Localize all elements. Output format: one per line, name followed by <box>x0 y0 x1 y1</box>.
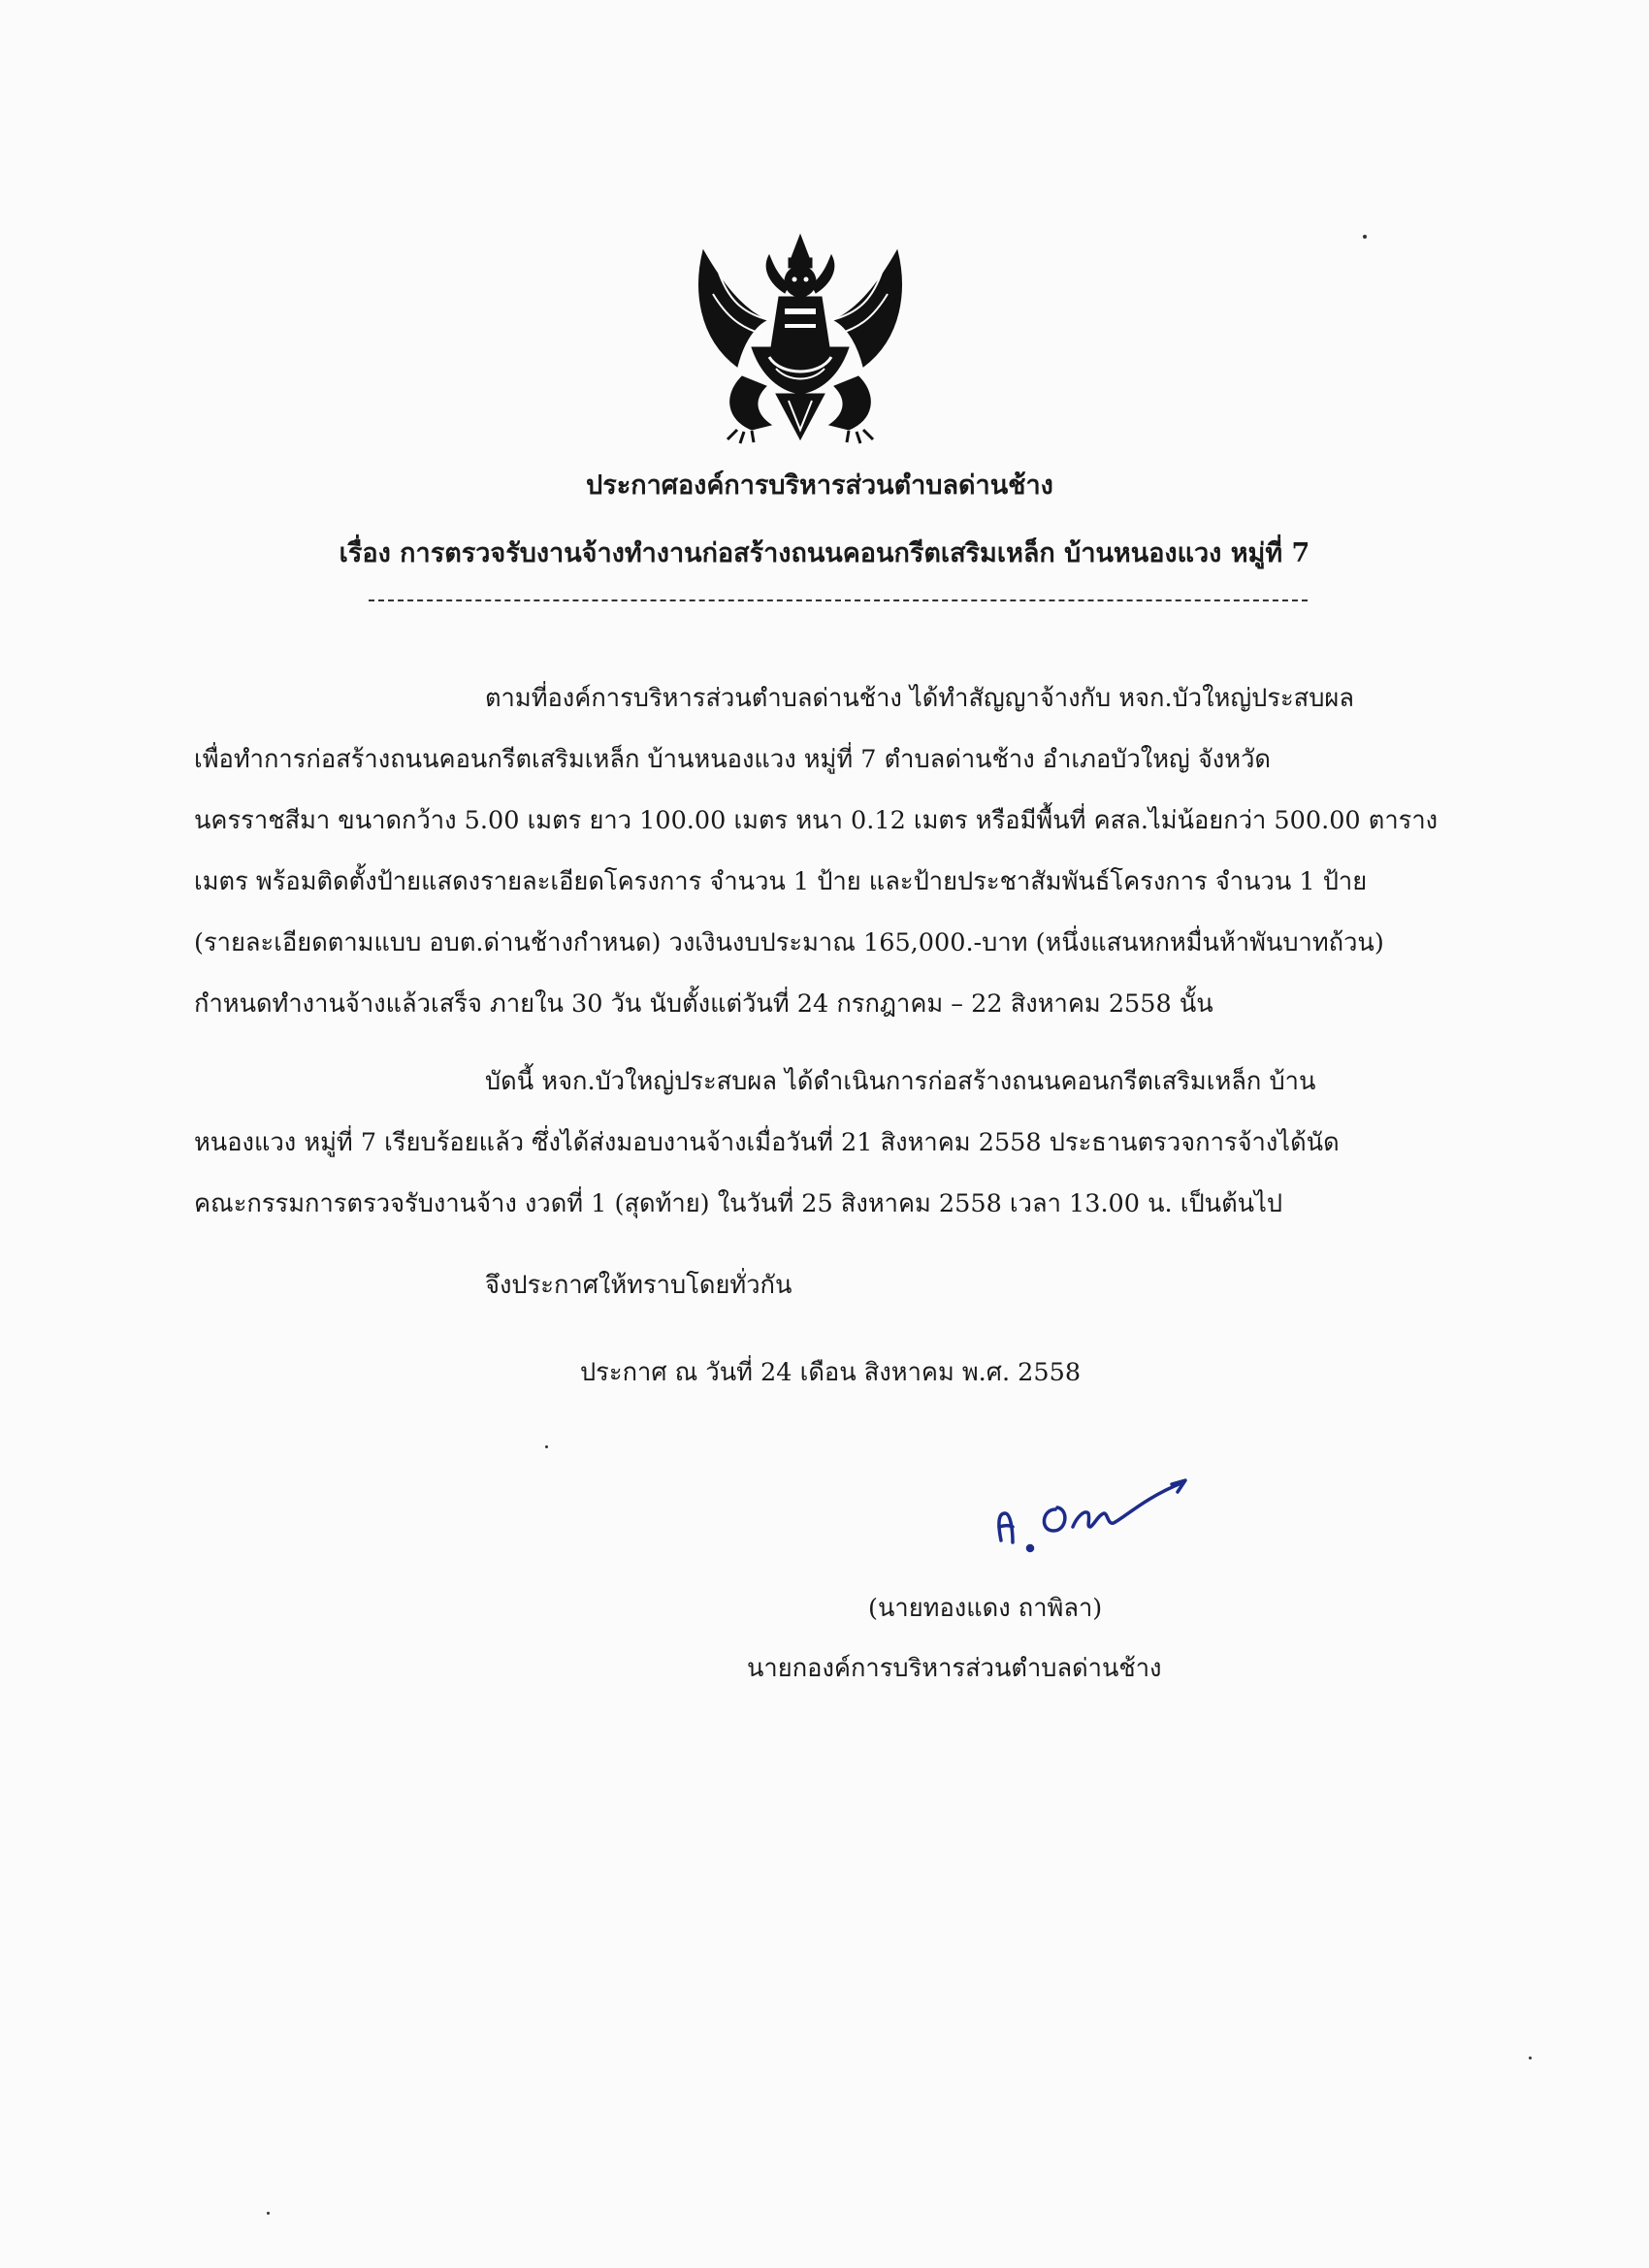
paragraph2-line: บัดนี้ หจก.บัวใหญ่ประสบผล ได้ดำเนินการก่อสร้างถนนคอนกรีตเสริมเหล็ก บ้าน <box>485 1067 1316 1096</box>
paragraph1-line: นครราชสีมา ขนาดกว้าง 5.00 เมตร ยาว 100.00 เมตร หนา 0.12 เมตร หรือมีพื้นที่ คสล.ไม่น้อยกว่า 500.00 ตาราง <box>194 806 1439 835</box>
paragraph1-line: เพื่อทำการก่อสร้างถนนคอนกรีตเสริมเหล็ก บ้านหนองแวง หมู่ที่ 7 ตำบลด่านช้าง อำเภอบัวใหญ่ จังหวัด <box>194 745 1271 774</box>
paragraph1-line: เมตร พร้อมติดตั้งป้ายแสดงรายละเอียดโครงการ จำนวน 1 ป้าย และป้ายประชาสัมพันธ์โครงการ จำนวน 1 ป้าย <box>194 867 1368 896</box>
signature-icon <box>980 1424 1212 1560</box>
page-title: ประกาศองค์การบริหารส่วนตำบลด่านช้าง <box>586 470 1053 501</box>
garuda-emblem-icon <box>684 231 917 446</box>
signer-name: (นายทองแดง ถาพิลา) <box>868 1594 1103 1623</box>
subject-line: เรื่อง การตรวจรับงานจ้างทำงานก่อสร้างถนนคอนกรีตเสริมเหล็ก บ้านหนองแวง หมู่ที่ 7 <box>339 538 1310 568</box>
signer-title: นายกองค์การบริหารส่วนตำบลด่านช้าง <box>747 1654 1162 1683</box>
closing-line: จึงประกาศให้ทราบโดยทั่วกัน <box>485 1271 792 1300</box>
paragraph1-line: (รายละเอียดตามแบบ อบต.ด่านช้างกำหนด) วงเงินงบประมาณ 165,000.-บาท (หนึ่งแสนหกหมื่นห้าพันบาทถ้วน) <box>194 928 1384 957</box>
scan-speck <box>267 2212 270 2215</box>
paragraph1-line: ตามที่องค์การบริหารส่วนตำบลด่านช้าง ได้ทำสัญญาจ้างกับ หจก.บัวใหญ่ประสบผล <box>485 684 1354 713</box>
announcement-date: ประกาศ ณ วันที่ 24 เดือน สิงหาคม พ.ศ. 2558 <box>580 1358 1082 1387</box>
paragraph2-line: หนองแวง หมู่ที่ 7 เรียบร้อยแล้ว ซึ่งได้ส่งมอบงานจ้างเมื่อวันที่ 21 สิงหาคม 2558 ประธานตรวจการจ้างได้นัด <box>194 1128 1340 1157</box>
paragraph2-line: คณะกรรมการตรวจรับงานจ้าง งวดที่ 1 (สุดท้าย) ในวันที่ 25 สิงหาคม 2558 เวลา 13.00 น. เป็นต้นไป <box>194 1189 1283 1218</box>
paragraph1-line: กำหนดทำงานจ้างแล้วเสร็จ ภายใน 30 วัน นับตั้งแต่วันที่ 24 กรกฎาคม – 22 สิงหาคม 2558 นั้น <box>194 989 1213 1019</box>
scan-speck <box>545 1445 548 1448</box>
scan-speck <box>1529 2057 1532 2059</box>
divider <box>369 599 1308 601</box>
scan-speck <box>1363 235 1367 239</box>
